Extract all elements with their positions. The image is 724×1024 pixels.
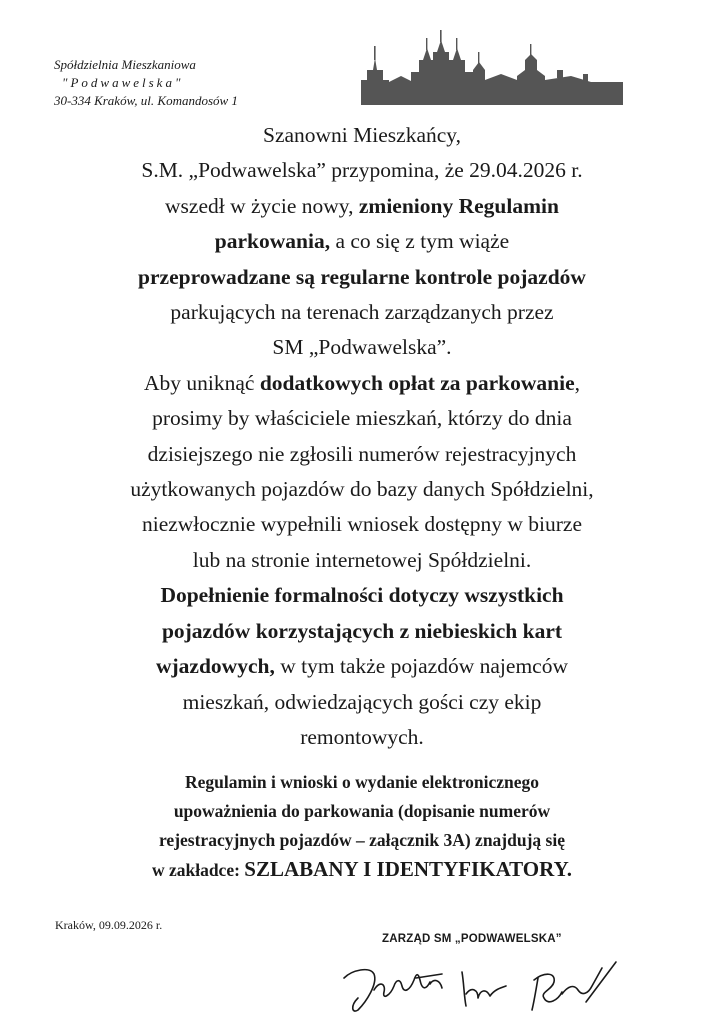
greeting: Szanowni Mieszkańcy,: [262, 123, 462, 147]
notice-line: niezwłocznie wypełnili wniosek dostępny w biurze: [141, 512, 583, 537]
info-line: upoważnienia do parkowania (dopisanie numerów: [173, 801, 551, 821]
org-line-2: "Podwawelska": [62, 75, 184, 90]
notice-line: S.M. „Podwawelska” przypomina, że 29.04.2026 r.: [141, 158, 583, 183]
board-stamp: ZARZĄD SM „PODWAWELSKA”: [382, 933, 562, 945]
castle-skyline-logo: [361, 30, 623, 105]
org-line-1: Spółdzielnia Mieszkaniowa: [54, 57, 196, 72]
info-block: [40, 768, 684, 885]
notice-line: pojazdów korzystających z niebieskich kart: [161, 618, 563, 643]
notice-line: dzisiejszego nie zgłosili numerów rejestracyjnych: [147, 441, 577, 466]
document-date: Kraków, 09.09.2026 r.: [55, 918, 163, 932]
notice-line: Aby uniknąć dodatkowych opłat za parkowanie,: [144, 370, 580, 395]
notice-line: prosimy by właściciele mieszkań, którzy do dnia: [152, 406, 572, 431]
organization-header: [54, 56, 238, 110]
info-line: Regulamin i wnioski o wydanie elektronicznego: [184, 772, 540, 792]
notice-line: przeprowadzane są regularne kontrole pojazdów: [138, 264, 586, 289]
org-line-3: 30-334 Kraków, ul. Komandosów 1: [54, 93, 238, 108]
notice-line: parkowania, a co się z tym wiąże: [214, 229, 510, 254]
notice-line: użytkowanych pojazdów do bazy danych Spółdzielni,: [130, 477, 594, 502]
handwritten-signatures: [330, 950, 620, 1016]
notice-line: parkujących na terenach zarządzanych przez: [170, 300, 554, 325]
notice-line: Dopełnienie formalności dotyczy wszystkich: [160, 583, 564, 608]
info-line: rejestracyjnych pojazdów – załącznik 3A) znajdują się: [158, 830, 565, 850]
info-line: w zakładce: SZLABANY I IDENTYFIKATORY.: [151, 857, 573, 881]
notice-line: lub na stronie internetowej Spółdzielni.: [192, 547, 532, 572]
notice-line: remontowych.: [300, 724, 424, 749]
notice-line: wjazdowych, w tym także pojazdów najemców: [156, 654, 568, 679]
notice-line: wszedł w życie nowy, zmieniony Regulamin: [165, 193, 559, 218]
notice-line: mieszkań, odwiedzających gości czy ekip: [182, 689, 542, 714]
notice-line: SM „Podwawelska”.: [272, 335, 452, 360]
notice-body: [40, 118, 684, 755]
